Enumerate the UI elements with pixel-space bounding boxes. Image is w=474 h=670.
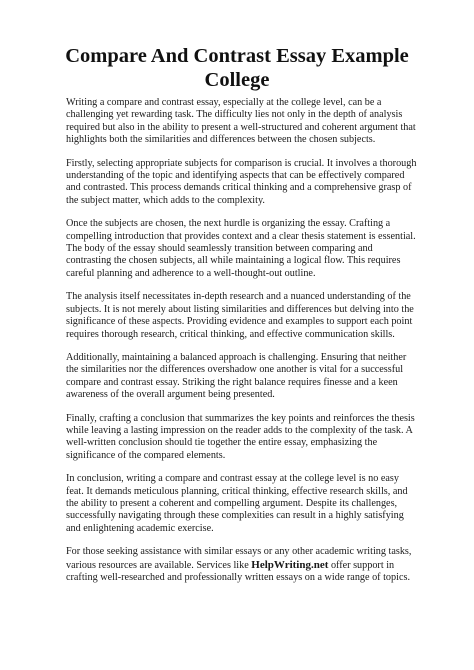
brand-link[interactable]: HelpWriting.net: [251, 558, 329, 571]
paragraph-conclusion-crafting: Finally, crafting a conclusion that summarizes the key points and reinforces the thesis while leaving a lasting impression on the reader adds to the complexity of the task. A well-written conclusion should tie together the entire essay, emphasizing the significance of the compared elements.: [66, 412, 415, 461]
paragraph-selecting-subjects: Firstly, selecting appropriate subjects for comparison is crucial. It involves a thorough understanding of the topic and identifying aspects that can be effectively compared and contrasted. This process demands critical thinking and a comprehensive grasp of the subject matter, which adds to the complexity.: [66, 157, 417, 206]
closing-text-before: For those seeking assistance with similar essays or any other academic writing tasks, various resources are available. Services like: [66, 546, 412, 571]
paragraph-closing: [66, 546, 418, 584]
page-title: Compare And Contrast Essay Example College: [65, 45, 409, 91]
paragraph-in-conclusion: In conclusion, writing a compare and contrast essay at the college level is no easy feat. It demands meticulous planning, critical thinking, effective research skills, and the ability to present a coherent and compelling argument. Despite its challenges, successfully navigating through these complexities can result in a highly satisfying and enlightening academic exercise.: [66, 473, 408, 534]
paragraph-organizing: Once the subjects are chosen, the next hurdle is organizing the essay. Crafting a compelling introduction that provides context and a clear thesis statement is essential. The body of the essay should seamlessly transition between comparing and contrasting the chosen subjects, all while maintaining a logical flow. This requires careful planning and adherence to a well-thought-out outline.: [66, 218, 416, 279]
paragraph-balance: Additionally, maintaining a balanced approach is challenging. Ensuring that neither the similarities nor the differences overshadow one another is vital for a successful compare and contrast essay. Striking the right balance requires finesse and a keen awareness of the overall argument being presented.: [66, 351, 407, 401]
closing-text-after: offer support in crafting well-researched and professionally written essays on a wide range of topics.: [66, 559, 410, 583]
essay-body: [66, 97, 418, 595]
paragraph-intro: Writing a compare and contrast essay, especially at the college level, can be a challenging yet rewarding task. The difficulty lies not only in the depth of analysis required but also in the ability to present a well-structured and coherent argument that highlights both the similarities and differences between the chosen subjects.: [66, 97, 416, 146]
paragraph-analysis: The analysis itself necessitates in-depth research and a nuanced understanding of the subjects. It is not merely about listing similarities and differences but delving into the significance of these aspects. Providing evidence and examples to support each point requires thorough research, critical thinking, and effective communication skills.: [66, 291, 414, 340]
